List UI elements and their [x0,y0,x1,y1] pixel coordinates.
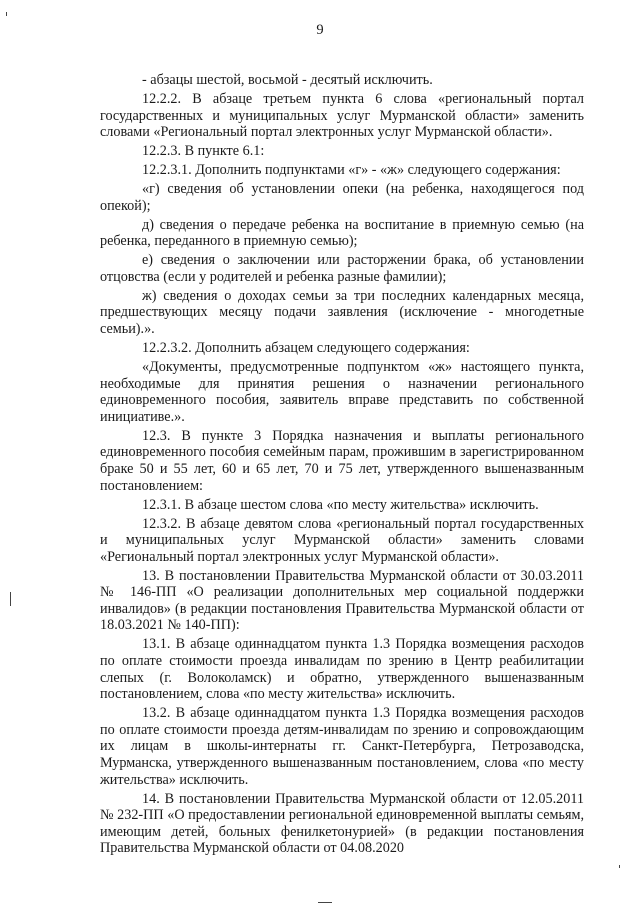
paragraph: 12.3.2. В абзаце девятом слова «региональный портал государственных и муниципальных услуг Мурманской области» заменить словами «Региональный портал электронных услуг Мурманской области». [100,515,584,565]
paragraph: - абзацы шестой, восьмой - десятый исключить. [142,72,433,88]
paragraph: е) сведения о заключении или расторжении брака, об установлении отцовства (если у родителей и ребенка разные фамилии); [100,252,584,285]
page-number: 9 [316,22,324,38]
scan-mark [619,865,620,868]
paragraph: «Документы, предусмотренные подпунктом «ж» настоящего пункта, необходимые для принятия решения о назначении регионального единовременного пособия, заявитель вправе представить по собственной инициативе.». [100,359,584,425]
paragraph: 13.2. В абзаце одиннадцатом пункта 1.3 Порядка возмещения расходов по оплате стоимости проезда детям-инвалидам по зрению и сопровождающим их лицам в школы-интернаты гг. Санкт-Петербурга, Петрозаводска, Мурманска, утвержденного вышеназванным постановлением, слова «по месту жительства» исключить. [100,705,584,788]
paragraph: 12.3.1. В абзаце шестом слова «по месту жительства» исключить. [142,496,539,513]
paragraph: 12.2.3.1. Дополнить подпунктами «г» - «ж» следующего содержания: [142,162,561,179]
paragraph: 12.2.2. В абзаце третьем пункта 6 слова «региональный портал государственных и муниципальных услуг Мурманской области» заменить словами «Региональный портал электронных услуг Мурманской области». [100,90,584,141]
paragraph: 13.1. В абзаце одиннадцатом пункта 1.3 Порядка возмещения расходов по оплате стоимости проезда инвалидам по зрению в Центр реабилитации слепых (г. Волоколамск) и обратно, утвержденного вышеназванным постановлением, слова «по месту жительства» исключить. [100,636,584,703]
paragraph: 14. В постановлении Правительства Мурманской области от 12.05.2011 № 232-ПП «О предоставлении региональной единовременной выплаты семьям, имеющим детей, больных фенилкетонурией» (в редакции постановления Правительства Мурманской области от 04.08.2020 [100,790,584,857]
document-body [100,72,584,859]
paragraph: «г) сведения об установлении опеки (на ребенка, находящегося под опекой); [100,181,584,214]
paragraph: 12.2.3. В пункте 6.1: [142,143,265,160]
paragraph: д) сведения о передаче ребенка на воспитание в приемную семью (на ребенка, переданного в приемную семью); [100,216,584,250]
scan-mark [318,902,332,903]
paragraph: 12.2.3.2. Дополнить абзацем следующего содержания: [142,340,470,357]
scan-mark [10,592,11,606]
scan-mark [6,12,7,16]
paragraph: 13. В постановлении Правительства Мурманской области от 30.03.2011 № 146-ПП «О реализации дополнительных мер социальной поддержки инвалидов» (в редакции постановления Правительства Мурманской области от 18.03.2021 № 140-ПП): [100,567,584,634]
paragraph: ж) сведения о доходах семьи за три последних календарных месяца, предшествующих месяцу подачи заявления (исключение - многодетные семьи).». [100,287,584,338]
paragraph: 12.3. В пункте 3 Порядка назначения и выплаты регионального единовременного пособия семейным парам, прожившим в зарегистрированном браке 50 и 55 лет, 60 и 65 лет, 70 и 75 лет, утвержденного вышеназванным постановлением: [100,427,584,494]
